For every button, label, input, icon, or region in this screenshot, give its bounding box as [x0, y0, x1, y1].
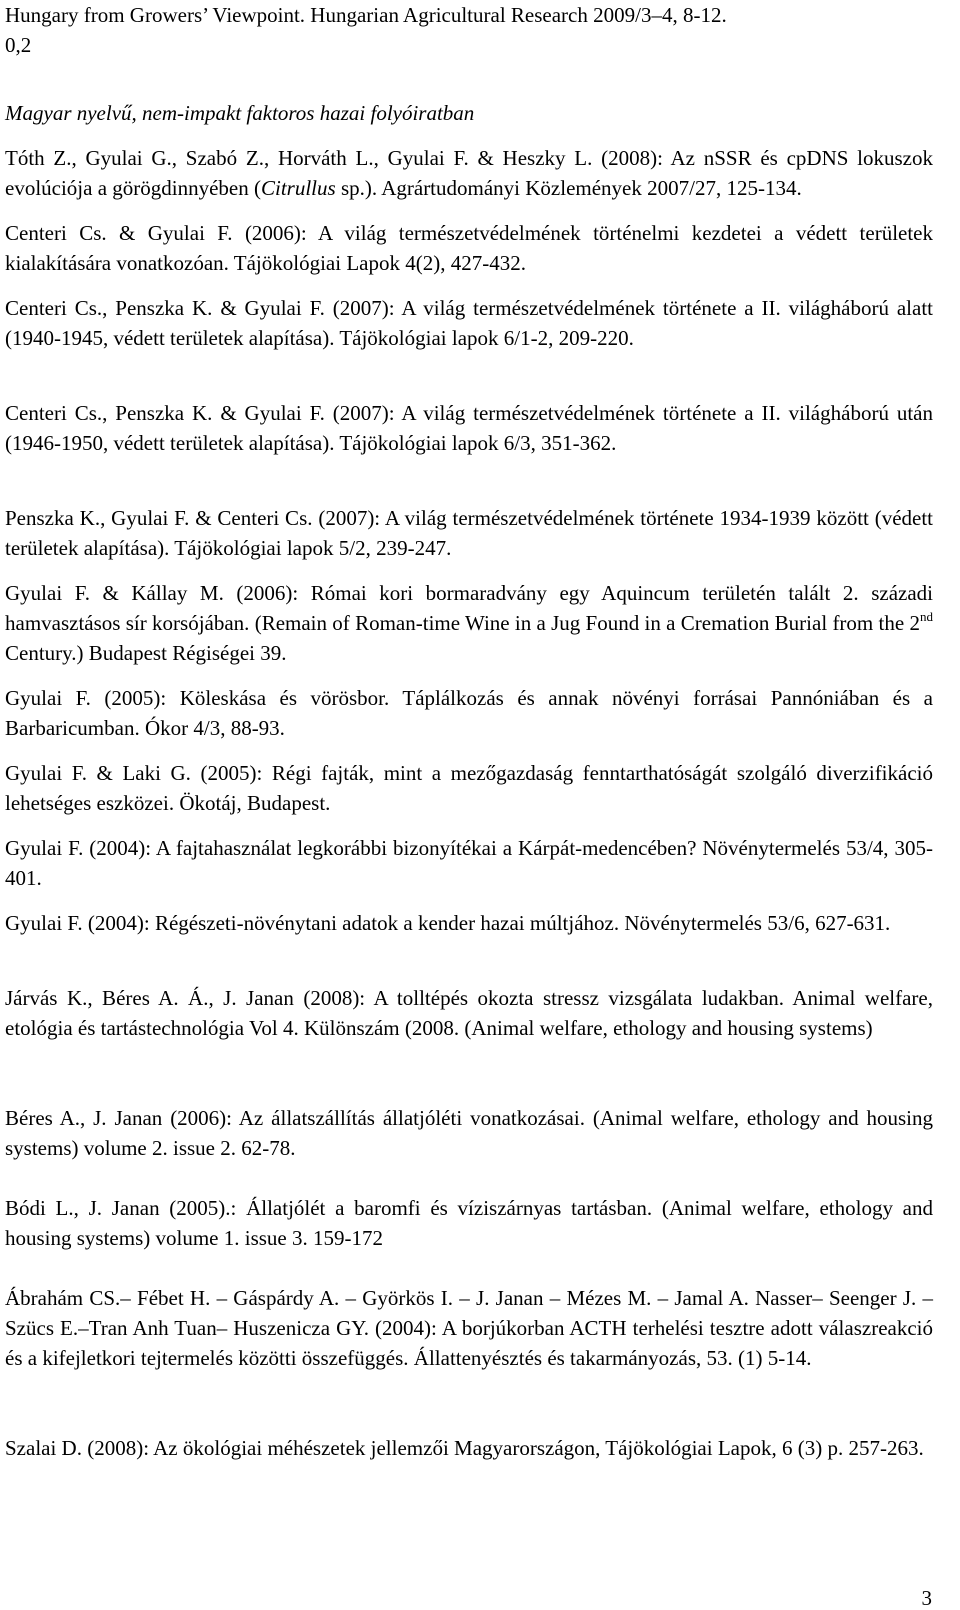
header-impact-value: 0,2 [5, 33, 32, 57]
reference-item: Gyulai F. & Kállay M. (2006): Római kori bormaradvány egy Aquincum területén talált 2. századi hamvasztásos sír korsójában. (Remain of Roman-time Wine in a Jug Found in a Cremation Burial from the 2nd Century.) Budapest Régiségei 39. [5, 581, 933, 665]
reference-item: Gyulai F. (2004): A fajtahasználat legkorábbi bizonyítékai a Kárpát-medencében? Növénytermelés 53/4, 305-401. [5, 836, 933, 890]
header-citation-line: Hungary from Growers’ Viewpoint. Hungarian Agricultural Research 2009/3–4, 8-12. [5, 3, 727, 27]
reference-item: Járvás K., Béres A. Á., J. Janan (2008): A tolltépés okozta stressz vizsgálata ludakban. Animal welfare, etológia és tartástechnológia Vol 4. Különszám (2008. (Animal welfare, ethology and housing systems) [5, 986, 933, 1040]
reference-item: Tóth Z., Gyulai G., Szabó Z., Horváth L., Gyulai F. & Heszky L. (2008): Az nSSR és cpDNS lokuszok evolúciója a görögdinnyében (Citrullus sp.). Agrártudományi Közlemények 2007/27, 125-134. [5, 146, 933, 200]
reference-item: Gyulai F. & Laki G. (2005): Régi fajták, mint a mezőgazdaság fenntarthatóságát szolgáló diverzifikáció lehetséges eszközei. Ökotáj, Budapest. [5, 761, 933, 815]
reference-item: Ábrahám CS.– Fébet H. – Gáspárdy A. – Györkös I. – J. Janan – Mézes M. – Jamal A. Nasser– Seenger J. – Szücs E.–Tran Anh Tuan– Huszenicza GY. (2004): A borjúkorban ACTH terhelési tesztre adott válaszreakció és a kifejletkori tejtermelés közötti összefüggés. Állattenyésztés és takarmányozás, 53. (1) 5-14. [5, 1286, 933, 1370]
reference-item: Gyulai F. (2005): Köleskása és vörösbor. Táplálkozás és annak növényi forrásai Pannóniában és a Barbaricumban. Ókor 4/3, 88-93. [5, 686, 933, 740]
section-heading: Magyar nyelvű, nem-impakt faktoros hazai folyóiratban [5, 101, 475, 125]
reference-item: Penszka K., Gyulai F. & Centeri Cs. (2007): A világ természetvédelmének története 1934-1939 között (védett területek alapítása). Tájökológiai lapok 5/2, 239-247. [5, 506, 933, 560]
reference-item: Centeri Cs., Penszka K. & Gyulai F. (2007): A világ természetvédelmének története a II. világháború alatt (1940-1945, védett területek alapítása). Tájökológiai lapok 6/1-2, 209-220. [5, 296, 933, 350]
italic-species-name: Citrullus [261, 176, 336, 200]
reference-item: Béres A., J. Janan (2006): Az állatszállítás állatjóléti vonatkozásai. (Animal welfare, ethology and housing systems) volume 2. issue 2. 62-78. [5, 1106, 933, 1160]
page-number: 3 [921, 1586, 932, 1610]
reference-item: Centeri Cs., Penszka K. & Gyulai F. (2007): A világ természetvédelmének története a II. világháború után (1946-1950, védett területek alapítása). Tájökológiai lapok 6/3, 351-362. [5, 401, 933, 455]
reference-item: Bódi L., J. Janan (2005).: Állatjólét a baromfi és víziszárnyas tartásban. (Animal welfare, ethology and housing systems) volume 1. issue 3. 159-172 [5, 1196, 933, 1250]
reference-item: Szalai D. (2008): Az ökológiai méhészetek jellemzői Magyarországon, Tájökológiai Lapok, 6 (3) p. 257-263. [5, 1436, 924, 1460]
reference-item: Gyulai F. (2004): Régészeti-növénytani adatok a kender hazai múltjához. Növénytermelés 53/6, 627-631. [5, 911, 891, 935]
reference-item: Centeri Cs. & Gyulai F. (2006): A világ természetvédelmének történelmi kezdetei a védett területek kialakítására vonatkozóan. Tájökológiai Lapok 4(2), 427-432. [5, 221, 933, 275]
superscript-ordinal: nd [920, 609, 933, 624]
header-citation [5, 0, 933, 60]
